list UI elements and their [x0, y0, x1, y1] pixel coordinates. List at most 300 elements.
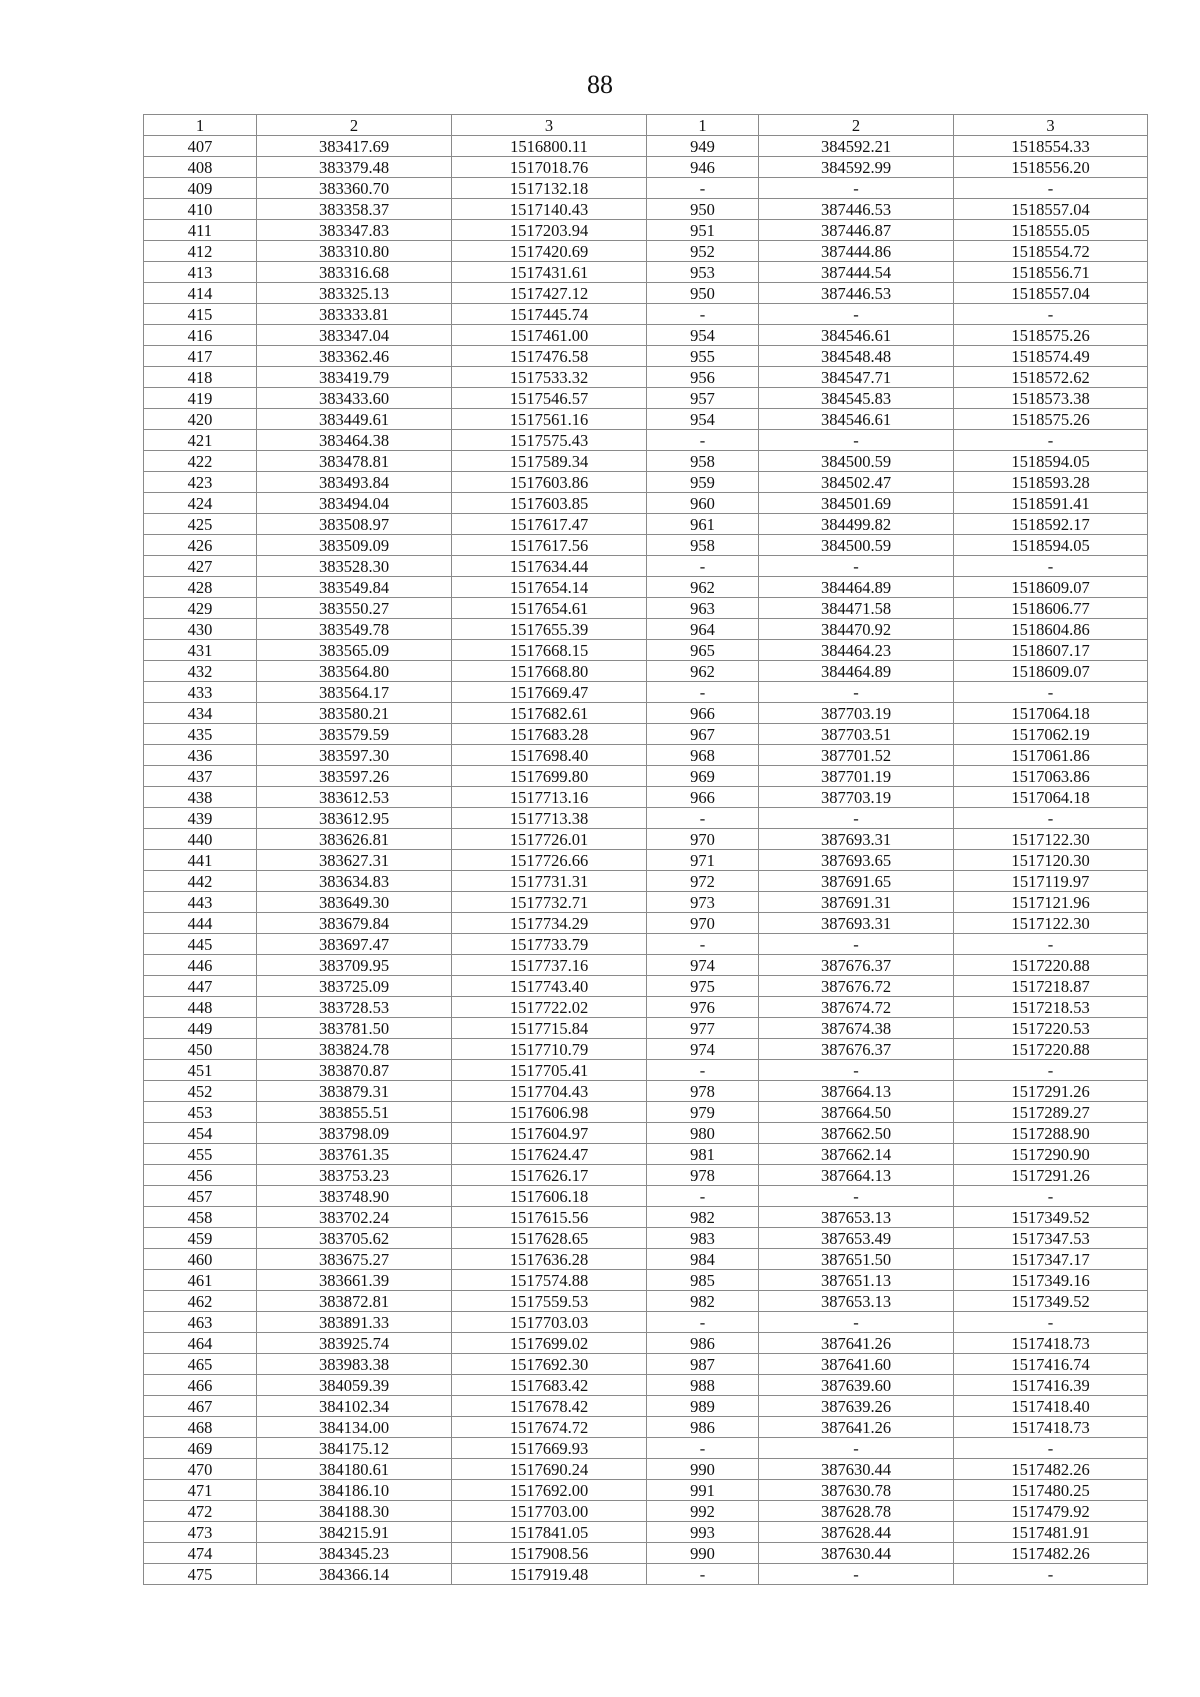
table-cell-point-number-left: 419 [144, 388, 257, 409]
table-cell-y-right: 1517119.97 [954, 871, 1148, 892]
table-cell-point-number-left: 451 [144, 1060, 257, 1081]
table-row [144, 1039, 1148, 1060]
table-row [144, 1165, 1148, 1186]
table-row [144, 661, 1148, 682]
table-cell-x-left: 383509.09 [257, 535, 452, 556]
table-cell-y-right: - [954, 304, 1148, 325]
table-cell-y-left: 1517603.86 [452, 472, 647, 493]
table-cell-y-left: 1517626.17 [452, 1165, 647, 1186]
table-cell-y-right: 1518556.71 [954, 262, 1148, 283]
table-cell-point-number-right: 954 [647, 325, 759, 346]
table-cell-y-right: 1518573.38 [954, 388, 1148, 409]
table-row [144, 1102, 1148, 1123]
header-cell-point-number-right: 1 [647, 115, 759, 136]
table-cell-x-right: 384500.59 [759, 535, 954, 556]
table-row [144, 640, 1148, 661]
table-cell-point-number-left: 438 [144, 787, 257, 808]
table-cell-y-right: 1518572.62 [954, 367, 1148, 388]
table-row [144, 283, 1148, 304]
table-cell-y-left: 1517561.16 [452, 409, 647, 430]
table-cell-y-left: 1517703.03 [452, 1312, 647, 1333]
table-cell-x-left: 383855.51 [257, 1102, 452, 1123]
table-cell-x-right: 387691.31 [759, 892, 954, 913]
table-row [144, 388, 1148, 409]
table-cell-point-number-left: 432 [144, 661, 257, 682]
coordinates-table [143, 114, 1148, 1585]
table-cell-y-left: 1517734.29 [452, 913, 647, 934]
table-cell-point-number-left: 444 [144, 913, 257, 934]
table-cell-point-number-right: 967 [647, 724, 759, 745]
table-row [144, 766, 1148, 787]
table-cell-x-right: - [759, 556, 954, 577]
table-row [144, 1375, 1148, 1396]
table-cell-x-right: - [759, 1312, 954, 1333]
table-cell-y-right: 1517349.52 [954, 1291, 1148, 1312]
table-cell-x-right: 384464.89 [759, 661, 954, 682]
table-cell-y-left: 1517654.61 [452, 598, 647, 619]
table-cell-point-number-right: 965 [647, 640, 759, 661]
table-cell-y-left: 1517737.16 [452, 955, 647, 976]
table-cell-point-number-right: 972 [647, 871, 759, 892]
table-cell-y-right: 1518557.04 [954, 199, 1148, 220]
table-cell-point-number-left: 457 [144, 1186, 257, 1207]
table-cell-point-number-right: - [647, 808, 759, 829]
table-cell-y-right: 1517418.73 [954, 1333, 1148, 1354]
table-cell-point-number-right: 977 [647, 1018, 759, 1039]
table-cell-point-number-right: 966 [647, 787, 759, 808]
table-cell-x-left: 383333.81 [257, 304, 452, 325]
table-cell-x-right: 384547.71 [759, 367, 954, 388]
table-cell-y-right: 1518555.05 [954, 220, 1148, 241]
table-cell-x-right: 387703.19 [759, 787, 954, 808]
table-cell-x-left: 383879.31 [257, 1081, 452, 1102]
table-cell-point-number-left: 455 [144, 1144, 257, 1165]
table-cell-point-number-right: 978 [647, 1165, 759, 1186]
table-cell-point-number-left: 416 [144, 325, 257, 346]
table-cell-point-number-right: 963 [647, 598, 759, 619]
header-cell-x-right: 2 [759, 115, 954, 136]
table-cell-y-right: 1518592.17 [954, 514, 1148, 535]
table-cell-y-right: - [954, 430, 1148, 451]
table-row [144, 703, 1148, 724]
table-cell-y-left: 1517705.41 [452, 1060, 647, 1081]
table-cell-point-number-right: 992 [647, 1501, 759, 1522]
table-cell-y-left: 1517698.40 [452, 745, 647, 766]
table-cell-x-left: 383417.69 [257, 136, 452, 157]
table-cell-y-right: 1517218.53 [954, 997, 1148, 1018]
table-row [144, 955, 1148, 976]
table-cell-point-number-left: 411 [144, 220, 257, 241]
table-cell-x-left: 383872.81 [257, 1291, 452, 1312]
table-cell-y-right: - [954, 1438, 1148, 1459]
page-number: 88 [587, 70, 613, 99]
table-cell-y-right: 1517220.53 [954, 1018, 1148, 1039]
table-cell-point-number-right: 974 [647, 1039, 759, 1060]
table-cell-x-right: 387701.19 [759, 766, 954, 787]
table-cell-point-number-right: - [647, 1312, 759, 1333]
table-cell-x-right: 384470.92 [759, 619, 954, 640]
table-cell-x-left: 384366.14 [257, 1564, 452, 1585]
table-cell-x-left: 383494.04 [257, 493, 452, 514]
table-cell-x-left: 383310.80 [257, 241, 452, 262]
table-cell-point-number-right: 975 [647, 976, 759, 997]
table-cell-x-right: 387639.26 [759, 1396, 954, 1417]
table-cell-x-left: 383702.24 [257, 1207, 452, 1228]
table-cell-x-left: 384188.30 [257, 1501, 452, 1522]
table-row [144, 577, 1148, 598]
header-cell-y-left: 3 [452, 115, 647, 136]
table-cell-y-right: - [954, 556, 1148, 577]
table-cell-y-right: 1517349.16 [954, 1270, 1148, 1291]
table-cell-x-right: 387703.51 [759, 724, 954, 745]
table-row [144, 1543, 1148, 1564]
table-cell-y-right: 1518591.41 [954, 493, 1148, 514]
table-row [144, 1060, 1148, 1081]
table-cell-x-left: 384134.00 [257, 1417, 452, 1438]
table-cell-point-number-right: - [647, 934, 759, 955]
table-cell-y-right: - [954, 1564, 1148, 1585]
table-row [144, 1291, 1148, 1312]
table-cell-point-number-left: 467 [144, 1396, 257, 1417]
table-cell-y-left: 1517615.56 [452, 1207, 647, 1228]
table-cell-y-right: 1518609.07 [954, 661, 1148, 682]
table-cell-point-number-left: 412 [144, 241, 257, 262]
table-cell-y-left: 1517617.47 [452, 514, 647, 535]
table-cell-x-left: 383464.38 [257, 430, 452, 451]
table-cell-x-right: 387639.60 [759, 1375, 954, 1396]
table-cell-point-number-left: 428 [144, 577, 257, 598]
table-cell-x-right: 387641.60 [759, 1354, 954, 1375]
table-cell-y-right: 1518575.26 [954, 409, 1148, 430]
table-cell-x-right: 384501.69 [759, 493, 954, 514]
table-cell-x-right: 387693.65 [759, 850, 954, 871]
table-row [144, 1312, 1148, 1333]
table-cell-point-number-left: 433 [144, 682, 257, 703]
table-cell-point-number-right: - [647, 1060, 759, 1081]
table-cell-y-left: 1517743.40 [452, 976, 647, 997]
table-body [144, 136, 1148, 1585]
table-row [144, 724, 1148, 745]
table-row [144, 829, 1148, 850]
table-cell-y-left: 1517683.42 [452, 1375, 647, 1396]
table-cell-point-number-left: 473 [144, 1522, 257, 1543]
table-cell-point-number-left: 458 [144, 1207, 257, 1228]
table-row [144, 619, 1148, 640]
table-cell-x-right: 387651.50 [759, 1249, 954, 1270]
table-cell-x-left: 383347.04 [257, 325, 452, 346]
table-cell-x-right: 384499.82 [759, 514, 954, 535]
table-cell-y-left: 1517636.28 [452, 1249, 647, 1270]
table-cell-x-right: 387446.53 [759, 283, 954, 304]
table-cell-y-right: - [954, 808, 1148, 829]
table-cell-x-right: - [759, 1186, 954, 1207]
table-cell-y-left: 1517604.97 [452, 1123, 647, 1144]
table-row [144, 1480, 1148, 1501]
table-cell-x-right: 387664.50 [759, 1102, 954, 1123]
table-cell-x-right: 387444.54 [759, 262, 954, 283]
table-cell-point-number-right: 964 [647, 619, 759, 640]
table-row [144, 934, 1148, 955]
table-cell-y-right: - [954, 178, 1148, 199]
table-cell-y-left: 1517140.43 [452, 199, 647, 220]
table-cell-x-left: 383493.84 [257, 472, 452, 493]
table-cell-x-right: 387664.13 [759, 1165, 954, 1186]
table-cell-x-left: 383679.84 [257, 913, 452, 934]
table-cell-y-right: 1517416.74 [954, 1354, 1148, 1375]
table-row [144, 1123, 1148, 1144]
table-cell-x-left: 383478.81 [257, 451, 452, 472]
table-cell-y-right: 1517482.26 [954, 1459, 1148, 1480]
table-cell-point-number-left: 469 [144, 1438, 257, 1459]
table-cell-point-number-right: 949 [647, 136, 759, 157]
table-cell-point-number-right: 993 [647, 1522, 759, 1543]
table-cell-x-left: 383612.53 [257, 787, 452, 808]
table-cell-x-left: 384175.12 [257, 1438, 452, 1459]
table-cell-point-number-right: 990 [647, 1459, 759, 1480]
table-cell-y-left: 1517683.28 [452, 724, 647, 745]
table-cell-y-left: 1517132.18 [452, 178, 647, 199]
table-row [144, 535, 1148, 556]
table-cell-point-number-right: 954 [647, 409, 759, 430]
table-cell-x-right: 387653.13 [759, 1207, 954, 1228]
table-cell-y-left: 1517710.79 [452, 1039, 647, 1060]
table-cell-x-left: 383824.78 [257, 1039, 452, 1060]
table-cell-y-left: 1517624.47 [452, 1144, 647, 1165]
table-row [144, 913, 1148, 934]
table-cell-y-left: 1517203.94 [452, 220, 647, 241]
table-cell-y-right: 1518554.72 [954, 241, 1148, 262]
table-row [144, 808, 1148, 829]
table-cell-y-left: 1517603.85 [452, 493, 647, 514]
table-cell-y-left: 1517654.14 [452, 577, 647, 598]
table-cell-y-left: 1517722.02 [452, 997, 647, 1018]
table-cell-point-number-right: 982 [647, 1291, 759, 1312]
table-row [144, 892, 1148, 913]
table-cell-x-left: 384180.61 [257, 1459, 452, 1480]
table-cell-point-number-right: - [647, 1564, 759, 1585]
table-cell-point-number-right: 962 [647, 661, 759, 682]
table-cell-y-right: 1518607.17 [954, 640, 1148, 661]
table-cell-point-number-left: 461 [144, 1270, 257, 1291]
table-cell-point-number-right: 980 [647, 1123, 759, 1144]
table-cell-x-right: - [759, 430, 954, 451]
table-cell-x-right: 387630.44 [759, 1543, 954, 1564]
table-cell-point-number-right: 950 [647, 283, 759, 304]
table-cell-point-number-right: - [647, 1186, 759, 1207]
table-cell-y-right: - [954, 934, 1148, 955]
table-row [144, 178, 1148, 199]
table-cell-y-left: 1517713.38 [452, 808, 647, 829]
table-cell-y-left: 1517546.57 [452, 388, 647, 409]
table-cell-point-number-right: 976 [647, 997, 759, 1018]
table-cell-y-right: 1517479.92 [954, 1501, 1148, 1522]
table-cell-x-left: 383725.09 [257, 976, 452, 997]
table-cell-point-number-left: 474 [144, 1543, 257, 1564]
table-row [144, 262, 1148, 283]
table-cell-x-left: 383627.31 [257, 850, 452, 871]
table-cell-x-right: 387446.53 [759, 199, 954, 220]
table-cell-x-right: 387703.19 [759, 703, 954, 724]
table-cell-point-number-right: 962 [647, 577, 759, 598]
table-cell-y-right: 1517288.90 [954, 1123, 1148, 1144]
table-cell-y-left: 1517574.88 [452, 1270, 647, 1291]
table-cell-point-number-right: 952 [647, 241, 759, 262]
table-cell-y-right: 1517064.18 [954, 787, 1148, 808]
table-cell-x-left: 383626.81 [257, 829, 452, 850]
table-cell-y-left: 1517476.58 [452, 346, 647, 367]
table-cell-y-right: 1517064.18 [954, 703, 1148, 724]
table-cell-y-left: 1517690.24 [452, 1459, 647, 1480]
table-cell-y-right: 1517347.17 [954, 1249, 1148, 1270]
table-cell-y-left: 1517461.00 [452, 325, 647, 346]
table-cell-y-right: 1517289.27 [954, 1102, 1148, 1123]
table-cell-x-right: - [759, 1564, 954, 1585]
table-cell-point-number-right: 955 [647, 346, 759, 367]
table-row [144, 682, 1148, 703]
table-row [144, 199, 1148, 220]
table-cell-point-number-left: 424 [144, 493, 257, 514]
table-cell-point-number-left: 459 [144, 1228, 257, 1249]
table-cell-y-right: 1517481.91 [954, 1522, 1148, 1543]
table-cell-x-right: 387641.26 [759, 1417, 954, 1438]
table-row [144, 220, 1148, 241]
table-cell-x-right: 387651.13 [759, 1270, 954, 1291]
table-cell-x-left: 383728.53 [257, 997, 452, 1018]
table-row [144, 367, 1148, 388]
table-cell-point-number-left: 460 [144, 1249, 257, 1270]
table-cell-x-right: - [759, 808, 954, 829]
table-cell-point-number-right: 989 [647, 1396, 759, 1417]
table-cell-point-number-right: 971 [647, 850, 759, 871]
table-cell-x-right: 387674.38 [759, 1018, 954, 1039]
table-cell-point-number-left: 465 [144, 1354, 257, 1375]
table-row [144, 304, 1148, 325]
table-cell-x-right: 384464.89 [759, 577, 954, 598]
table-cell-y-left: 1517628.65 [452, 1228, 647, 1249]
table-cell-x-left: 383781.50 [257, 1018, 452, 1039]
table-cell-x-right: 387676.37 [759, 1039, 954, 1060]
table-cell-point-number-left: 471 [144, 1480, 257, 1501]
table-cell-x-right: - [759, 682, 954, 703]
table-cell-x-right: 387444.86 [759, 241, 954, 262]
table-row [144, 325, 1148, 346]
table-cell-point-number-left: 464 [144, 1333, 257, 1354]
table-cell-x-right: 384592.99 [759, 157, 954, 178]
table-cell-point-number-right: 990 [647, 1543, 759, 1564]
table-cell-point-number-left: 409 [144, 178, 257, 199]
table-cell-point-number-right: 982 [647, 1207, 759, 1228]
table-cell-x-right: 387628.44 [759, 1522, 954, 1543]
header-cell-y-right: 3 [954, 115, 1148, 136]
table-row [144, 745, 1148, 766]
table-row [144, 1018, 1148, 1039]
table-cell-point-number-right: - [647, 1438, 759, 1459]
table-cell-point-number-left: 417 [144, 346, 257, 367]
table-cell-point-number-left: 470 [144, 1459, 257, 1480]
table-cell-point-number-right: 958 [647, 451, 759, 472]
table-row [144, 1396, 1148, 1417]
table-cell-y-left: 1517018.76 [452, 157, 647, 178]
table-cell-y-left: 1517431.61 [452, 262, 647, 283]
table-cell-y-left: 1517533.32 [452, 367, 647, 388]
table-cell-point-number-left: 407 [144, 136, 257, 157]
table-row [144, 997, 1148, 1018]
table-cell-point-number-left: 475 [144, 1564, 257, 1585]
table-cell-y-left: 1517606.98 [452, 1102, 647, 1123]
table-cell-point-number-right: 988 [647, 1375, 759, 1396]
table-cell-x-left: 383612.95 [257, 808, 452, 829]
table-cell-point-number-right: 973 [647, 892, 759, 913]
table-cell-y-left: 1517674.72 [452, 1417, 647, 1438]
table-cell-x-right: 387693.31 [759, 829, 954, 850]
table-cell-point-number-right: 953 [647, 262, 759, 283]
table-cell-point-number-left: 423 [144, 472, 257, 493]
table-row [144, 409, 1148, 430]
table-cell-y-right: 1517120.30 [954, 850, 1148, 871]
table-cell-x-right: - [759, 304, 954, 325]
table-cell-y-right: 1518556.20 [954, 157, 1148, 178]
table-cell-point-number-left: 408 [144, 157, 257, 178]
table-row [144, 430, 1148, 451]
table-row [144, 136, 1148, 157]
table-cell-point-number-left: 415 [144, 304, 257, 325]
table-row [144, 1417, 1148, 1438]
table-cell-point-number-left: 426 [144, 535, 257, 556]
header-cell-point-number-left: 1 [144, 115, 257, 136]
table-cell-point-number-left: 452 [144, 1081, 257, 1102]
table-cell-x-right: 384464.23 [759, 640, 954, 661]
table-cell-x-right: 387674.72 [759, 997, 954, 1018]
table-cell-point-number-left: 440 [144, 829, 257, 850]
table-cell-point-number-left: 413 [144, 262, 257, 283]
table-cell-x-right: 384545.83 [759, 388, 954, 409]
table-cell-y-right: 1517063.86 [954, 766, 1148, 787]
table-cell-point-number-right: 970 [647, 829, 759, 850]
table-cell-point-number-right: - [647, 178, 759, 199]
table-cell-point-number-right: 984 [647, 1249, 759, 1270]
table-cell-y-left: 1517427.12 [452, 283, 647, 304]
table-cell-x-left: 383528.30 [257, 556, 452, 577]
table-cell-y-left: 1517606.18 [452, 1186, 647, 1207]
table-cell-x-left: 383449.61 [257, 409, 452, 430]
table-row [144, 598, 1148, 619]
table-cell-x-right: 384592.21 [759, 136, 954, 157]
table-cell-y-right: 1517062.19 [954, 724, 1148, 745]
table-cell-y-right: 1517220.88 [954, 1039, 1148, 1060]
table-cell-y-left: 1516800.11 [452, 136, 647, 157]
table-cell-point-number-left: 450 [144, 1039, 257, 1060]
table-cell-point-number-right: 974 [647, 955, 759, 976]
table-cell-x-right: - [759, 1060, 954, 1081]
table-cell-y-left: 1517655.39 [452, 619, 647, 640]
table-cell-y-left: 1517732.71 [452, 892, 647, 913]
table-cell-point-number-right: 979 [647, 1102, 759, 1123]
table-cell-x-right: 387662.14 [759, 1144, 954, 1165]
table-cell-y-left: 1517919.48 [452, 1564, 647, 1585]
table-cell-y-right: - [954, 1060, 1148, 1081]
table-cell-y-right: - [954, 1186, 1148, 1207]
table-cell-point-number-left: 418 [144, 367, 257, 388]
table-cell-y-left: 1517445.74 [452, 304, 647, 325]
table-cell-x-left: 383983.38 [257, 1354, 452, 1375]
table-cell-x-right: 387628.78 [759, 1501, 954, 1522]
table-cell-y-left: 1517692.30 [452, 1354, 647, 1375]
table-cell-y-right: 1517291.26 [954, 1081, 1148, 1102]
table-cell-x-right: - [759, 934, 954, 955]
table-row [144, 850, 1148, 871]
table-cell-x-right: 384471.58 [759, 598, 954, 619]
table-cell-y-left: 1517589.34 [452, 451, 647, 472]
